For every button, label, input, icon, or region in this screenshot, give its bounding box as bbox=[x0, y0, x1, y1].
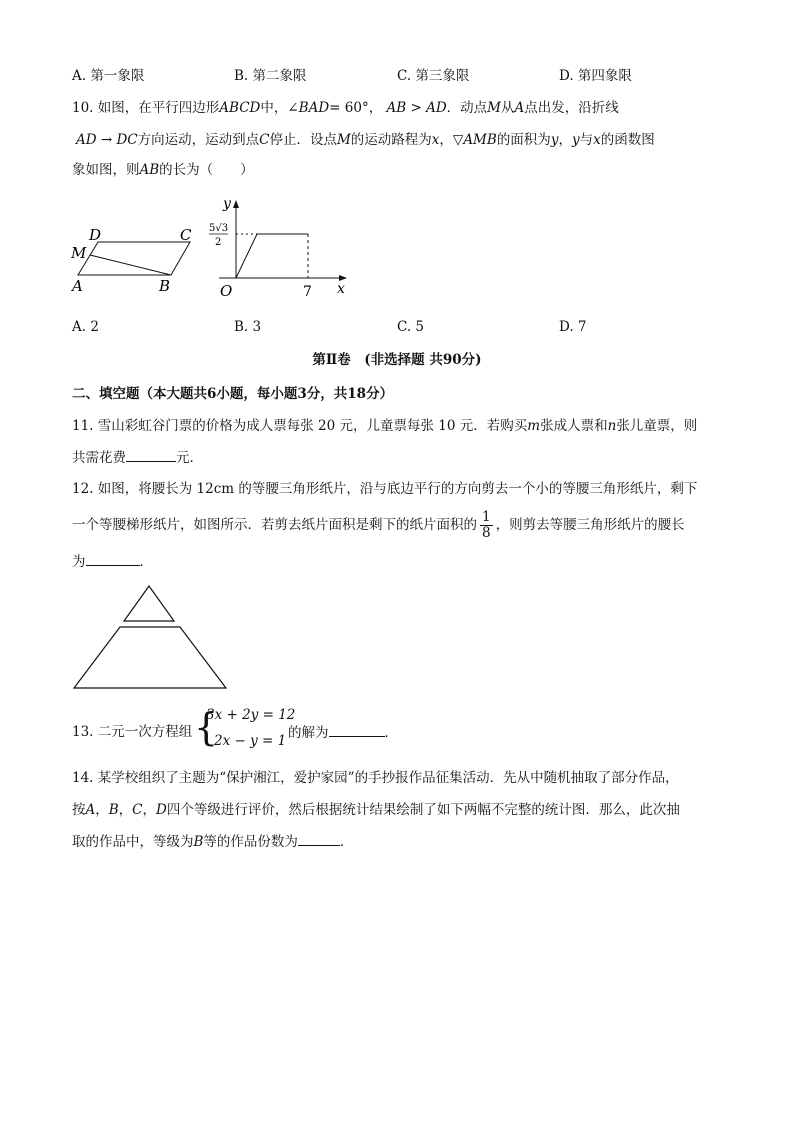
q10-option-a[interactable]: A. 2 bbox=[72, 319, 99, 335]
q12-line-2: 一个等腰梯形纸片，如图所示．若剪去纸片面积是剩下的纸片面积的 $\frac{1}{8}$ ，则剪去等腰三角形纸片的腰长 bbox=[72, 509, 685, 541]
q14-line-1: 14. 某学校组织了主题为“保护湘江，爱护家园”的手抄报作品征集活动．先从中随机抽取了部分作品， bbox=[72, 770, 679, 786]
q11-answer-blank[interactable] bbox=[126, 447, 176, 462]
q14-line-2: 按A，B，C，D四个等级进行评价，然后根据统计结果绘制了如下两幅不完整的统计图．那么，此次抽 bbox=[72, 802, 680, 818]
section-2-heading: 二、填空题（本大题共6小题，每小题3分，共18分） bbox=[72, 386, 394, 402]
q9-option-b[interactable]: B. 第二象限 bbox=[234, 68, 307, 84]
q9-option-d[interactable]: D. 第四象限 bbox=[559, 68, 632, 84]
q13-prefix: 13. 二元一次方程组 bbox=[72, 724, 193, 740]
equation-brace: { bbox=[194, 705, 219, 749]
q9-option-a[interactable]: A. 第一象限 bbox=[72, 68, 145, 84]
q13-answer-blank[interactable] bbox=[329, 722, 385, 737]
equation-2: 2x − y = 1 bbox=[214, 733, 287, 749]
label-y-axis: y bbox=[223, 196, 231, 212]
q10-option-b[interactable]: B. 3 bbox=[234, 319, 262, 335]
q10-option-d[interactable]: D. 7 bbox=[559, 319, 587, 335]
label-origin: O bbox=[220, 282, 233, 300]
label-m: M bbox=[71, 244, 87, 262]
q10-line-3: 象如图，则AB的长为（ ） bbox=[72, 162, 254, 178]
parallelogram-figure bbox=[66, 220, 196, 300]
label-y-value-den: 2 bbox=[215, 237, 222, 248]
label-b: B bbox=[159, 277, 171, 295]
q10-option-c[interactable]: C. 5 bbox=[397, 319, 425, 335]
section-2-title: 第Ⅱ卷 (非选择题 共90分) bbox=[312, 352, 482, 368]
label-seven: 7 bbox=[303, 284, 312, 300]
q13-suffix: 的解为 ． bbox=[288, 722, 398, 743]
label-y-value-num: 5√3 bbox=[209, 223, 229, 234]
q14-line-3: 取的作品中，等级为B等的作品份数为 ． bbox=[72, 831, 353, 852]
label-a: A bbox=[72, 277, 83, 295]
q11-line-1: 11. 雪山彩虹谷门票的价格为成人票每张 20 元，儿童票每张 10 元．若购买m张成人票和n张儿童票，则 bbox=[72, 418, 698, 434]
q12-answer-blank[interactable] bbox=[86, 551, 140, 566]
q10-line-2: AD → DC方向运动，运动到点C停止．设点M的运动路程为x，▽AMB的面积为y，y与x的函数图 bbox=[76, 132, 655, 148]
q11-line-2: 共需花费 元． bbox=[72, 447, 203, 468]
q12-line-3: 为 ． bbox=[72, 551, 153, 572]
label-x-axis: x bbox=[337, 281, 345, 297]
function-graph bbox=[205, 192, 355, 304]
triangle-cut-figure bbox=[70, 582, 230, 694]
equation-1: 3x + 2y = 12 bbox=[206, 707, 296, 723]
q10-line-1: 10. 如图，在平行四边形ABCD中，∠BAD= 60°， AB > AD．动点M从A点出发，沿折线 bbox=[72, 100, 619, 116]
q9-option-c[interactable]: C. 第三象限 bbox=[397, 68, 470, 84]
q14-answer-blank[interactable] bbox=[298, 831, 340, 846]
label-c: C bbox=[180, 226, 192, 244]
label-d: D bbox=[89, 226, 102, 244]
q12-line-1: 12. 如图，将腰长为 12cm 的等腰三角形纸片，沿与底边平行的方向剪去一个小的等腰三角形纸片，剩下 bbox=[72, 481, 698, 497]
fraction-one-eighth: $\frac{1}{8}$ bbox=[482, 509, 491, 541]
